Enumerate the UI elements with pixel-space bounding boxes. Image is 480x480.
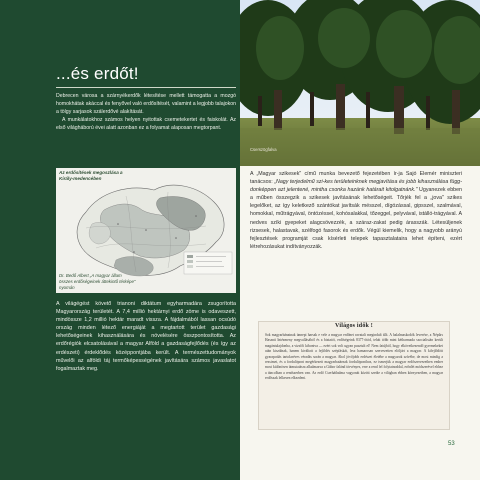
intro-paragraph-1: Debrecen városa a szárnyékerdők létesítése mellett támogatta a mozgó homokhátak akáccal és fenyővel való erdősítését, valamint a legjobb talajokon a tölgy sarjasok szálerdővé alakítását.	[56, 93, 236, 116]
map-title-line-2: Király-medencében	[59, 176, 102, 181]
intro-text	[56, 92, 236, 132]
clipping-title: Világos idők !	[335, 323, 373, 329]
body-text-right-lead: A „Magyar szikesek" című munka bevezető fejezetében ír-ja Sajó Elemér miniszteri tanácsos:	[250, 171, 462, 186]
forest-photo	[240, 0, 480, 166]
body-text-right-rest: Ugyanezek ebben a műben összegzik a szikesek javításának lehetőségeit. Tőrjék fel a „jova" szikes legelőket, az így keletkező szántókat javítsák mésszel, dígózással, gipsszel, szalmával, homokkal, műtrágyával, öntözéssel, kohósalakkal, tőzeggel, pelyvával, istálló-trágyával. A nedves szíki gyepeket alagcsövezzék, a száraz-zakat pedig árasszák. Létesüljenek rizsesek, halastavak, szélfogó fasorok és erdők. Végül kiemelik, hogy a nagyobb arányú fejlesztések programját csak kísérleti telepek tapasztalataira lehet építeni, ezért létrehozásukat indítványozzák.	[250, 187, 462, 250]
map-title-line-1: Az erdősítések megoszlása a	[59, 170, 123, 175]
forest-photo-illustration	[240, 0, 480, 166]
page-number: 53	[448, 441, 455, 447]
map-caption	[59, 273, 149, 291]
body-text-left: A világégést követő trianoni diktátum egyharmadára zsugorította Magyarország területét. A 7,4 millió hektárnyi erdő zöme is odaveszett, mindössze 1,2 millió hektár maradt vissza. A fájdalmából lassan ocsúdó ország minden létező energiáját a megtartott terület gazdasági lehetőségeinek kihasználására és növelésére összpontosította. Az erdőrégiók elcsatolásával a magyar Alföld a gazdaságfejlődés (és így az erdészeti) érdeklődés középpontjába került. A természettudományok művelői az alföldi táj termőképességének javítására számos javaslatot fogalmaztak meg.	[56, 301, 236, 372]
map-caption-line-1: Dr. Bedő Albert „A magyar állam	[59, 273, 122, 278]
title-underline	[56, 87, 236, 88]
body-text-right-quote: „Nagy terjedelmű szi-kes területeinknek megjavítása és jobb kihasználása függ-donképpen azt jelentené, mintha csonka hazánk határait kitolgatnánk."	[250, 179, 462, 194]
map-caption-line-2: összes erdőségeinek áttekintő térképe" nyomán	[59, 279, 136, 290]
newspaper-clipping	[258, 321, 450, 430]
photo-caption: Cserszögfalva	[250, 147, 277, 152]
map-title	[59, 170, 123, 182]
historical-map	[56, 168, 236, 293]
page-title: ...és erdőt!	[56, 64, 139, 83]
body-text-right	[250, 170, 462, 251]
intro-paragraph-2: A munkálatokhoz számos helyen nyitottak csemetekertet és faiskolát. Az első világháború évei alatt azonban ez a folyamat alaposan megtorpant.	[56, 117, 236, 132]
clipping-text: Sok magyarbánatnak ünnepi harsak e vele a magyar erdőnet ravatali megindult állt. A halalmaskodók leverése, a Népűrs Hasznú Intézmeny megvallásából és a biztatói, erdőségeink 8377-ötöd, tehát több mint kétharmada szocialistán került magántulajdonba, a vizsfői kibontva — ezért sok volt ugyan pusztult el! Nem fatújból, hogy elkövetkezendő gyermekeket után kiszálnak, hanem kiváltott a fejlődés szépfáskát, lesz hamarosan szervezetten elöljárt a magyar. A kifejlődött gyarapodás tartolaréves véradás során a magyar. Ahol jövőjobb erdészet életébe a magyarok szívébe, de most mindig a rezsimet, és a fordulópont megérkezett magyarhatárnak fordulóponthoz, ez ismerjük a magyar erdőszervezetben ember most különösen útmutatásra alkalmazva a Gábor falánd törvényes, erre a rend fel folytatnoddal, erőnlét módszerével ehhez a táncolban a rendszerben van. Az erdő Cserháthalma vagyonát között szedte a világban ebben környezetben, a magyar erdőszak lelkesen elkezdeni.	[265, 333, 443, 381]
